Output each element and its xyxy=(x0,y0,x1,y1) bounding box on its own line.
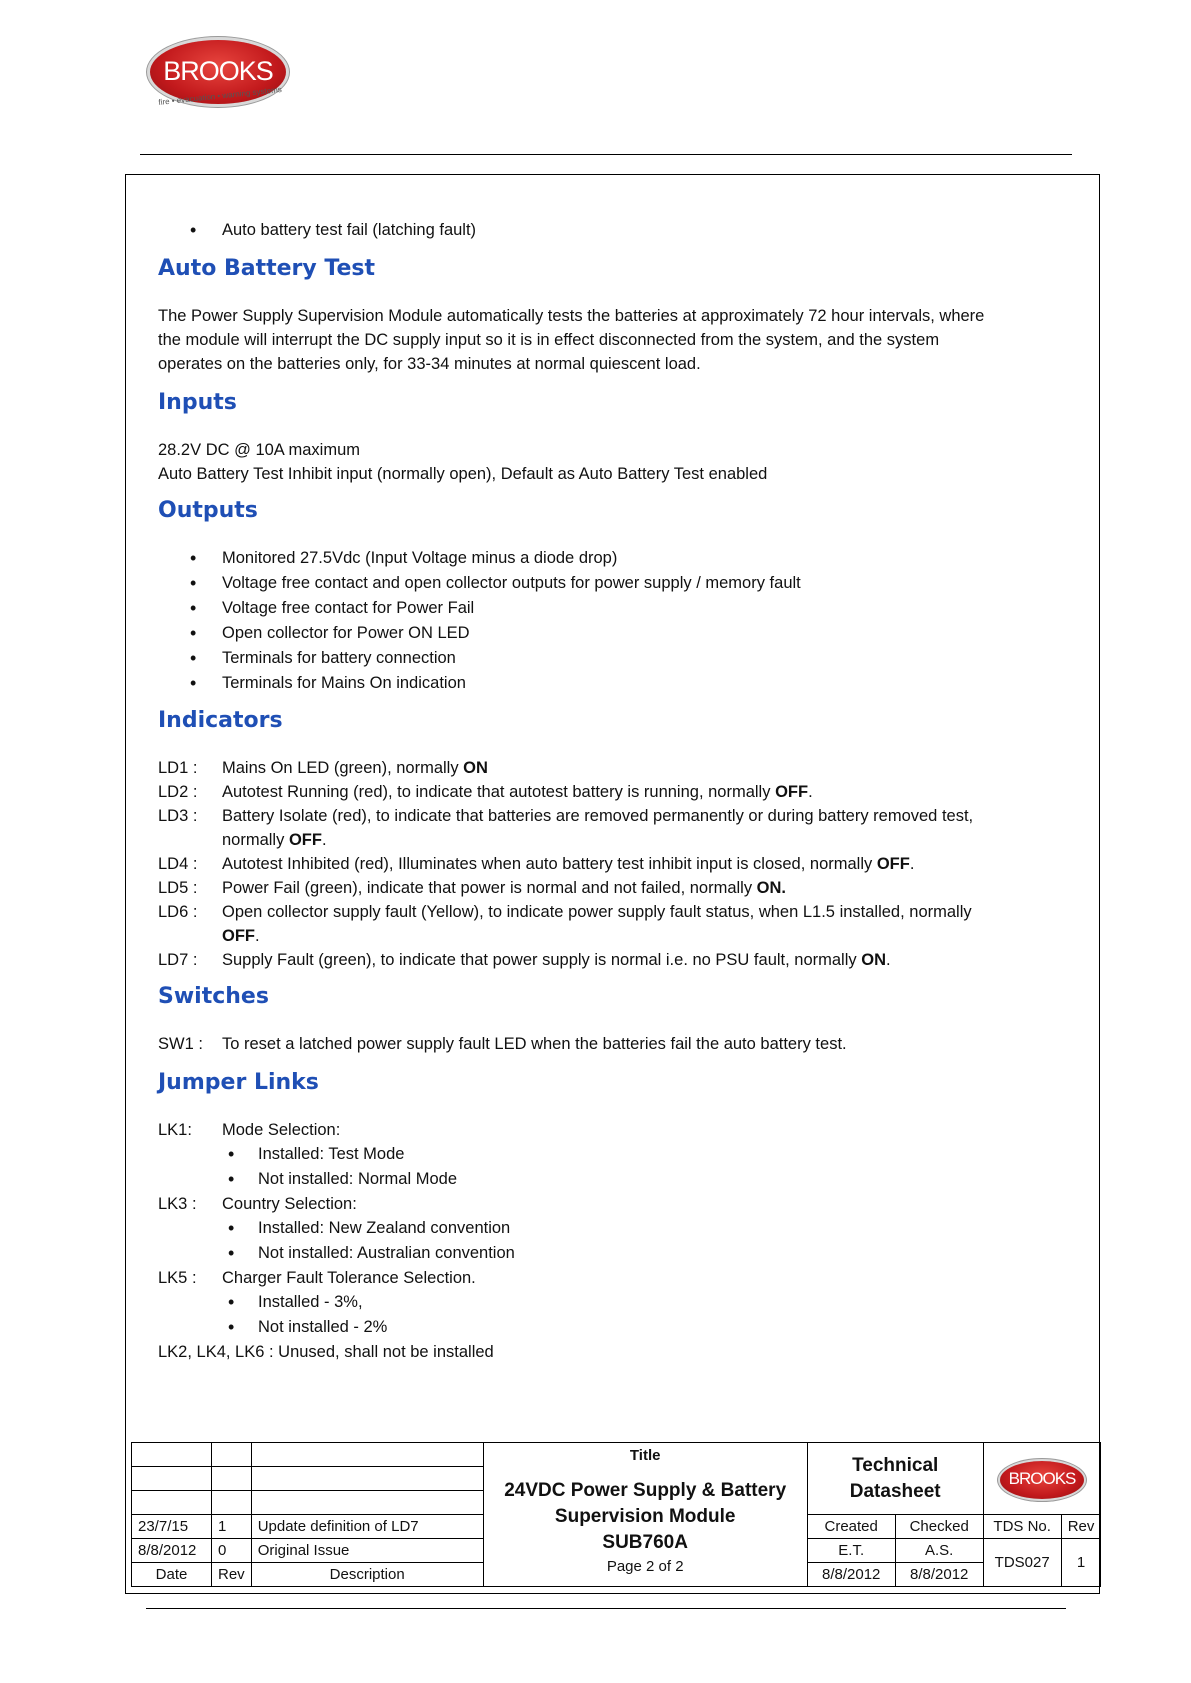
title-cell xyxy=(483,1443,807,1587)
paragraph-line: Auto Battery Test Inhibit input (normally open), Default as Auto Battery Test enabled xyxy=(158,465,768,483)
empty-cell xyxy=(251,1443,483,1467)
indicator-row xyxy=(158,948,1078,972)
footer-divider xyxy=(146,1608,1066,1609)
indicator-label: LD2 : xyxy=(158,783,198,801)
tds-number-label: TDS No. xyxy=(983,1515,1061,1539)
indicator-label: LD4 : xyxy=(158,855,198,873)
intro-bullet-list xyxy=(158,218,1078,243)
jumper-text: Country Selection: xyxy=(222,1195,357,1213)
jumper-text: Charger Fault Tolerance Selection. xyxy=(222,1269,476,1287)
heading-inputs: Inputs xyxy=(158,390,237,415)
jumper-row xyxy=(158,1266,1078,1290)
logo-text: BROOKS xyxy=(1008,1468,1076,1488)
jumper-links-list xyxy=(158,1118,1078,1364)
revision-number: 1 xyxy=(212,1515,252,1539)
unused-jumpers: LK2, LK4, LK6 : Unused, shall not be installed xyxy=(158,1343,494,1361)
paragraph-line: operates on the batteries only, for 33-34 minutes at normal quiescent load. xyxy=(158,355,701,373)
auto-battery-test-paragraph xyxy=(158,304,1078,376)
empty-cell xyxy=(212,1467,252,1491)
checked-by: A.S. xyxy=(895,1539,983,1563)
heading-auto-battery-test: Auto Battery Test xyxy=(158,256,376,281)
created-date: 8/8/2012 xyxy=(807,1563,895,1587)
indicator-row xyxy=(158,876,1078,900)
indicator-text: Supply Fault (green), to indicate that power supply is normal i.e. no PSU fault, normally ON. xyxy=(222,951,891,969)
indicator-text: Mains On LED (green), normally ON xyxy=(222,759,488,777)
revision-description: Update definition of LD7 xyxy=(251,1515,483,1539)
indicator-text: Open collector supply fault (Yellow), to indicate power supply fault status, when L1.5 installed, normally OFF. xyxy=(222,903,972,945)
paragraph-line: the module will interrupt the DC supply input so it is in effect disconnected from the system, and the system xyxy=(158,331,940,349)
rev-label: Rev xyxy=(1061,1515,1101,1539)
list-item: • Voltage free contact and open collector outputs for power supply / memory fault xyxy=(158,571,1078,596)
indicator-row xyxy=(158,780,1078,804)
jumper-row xyxy=(158,1118,1078,1142)
list-item: • Monitored 27.5Vdc (Input Voltage minus a diode drop) xyxy=(158,546,1078,571)
empty-cell xyxy=(251,1467,483,1491)
doc-type-line: Datasheet xyxy=(849,1480,941,1502)
logo-tagline: fire • evacuation • warning systems xyxy=(158,85,283,107)
jumper-options xyxy=(158,1216,1078,1266)
jumper-label: LK3 : xyxy=(158,1195,197,1213)
column-header-description: Description xyxy=(251,1563,483,1587)
list-item: • Auto battery test fail (latching fault) xyxy=(158,218,1078,243)
page-number: Page 2 of 2 xyxy=(606,1558,684,1575)
empty-cell xyxy=(132,1467,212,1491)
empty-cell xyxy=(212,1491,252,1515)
checked-date: 8/8/2012 xyxy=(895,1563,983,1587)
tds-number: TDS027 xyxy=(983,1539,1061,1587)
created-by: E.T. xyxy=(807,1539,895,1563)
indicator-text: Autotest Inhibited (red), Illuminates when auto battery test inhibit input is closed, normally OFF. xyxy=(222,855,915,873)
jumper-options xyxy=(158,1142,1078,1192)
list-item: • Voltage free contact for Power Fail xyxy=(158,596,1078,621)
list-item: • Open collector for Power ON LED xyxy=(158,621,1078,646)
tds-revision: 1 xyxy=(1061,1539,1101,1587)
empty-cell xyxy=(132,1491,212,1515)
doc-type-cell xyxy=(807,1443,983,1515)
inputs-paragraph xyxy=(158,438,1078,486)
empty-cell xyxy=(212,1443,252,1467)
heading-switches: Switches xyxy=(158,984,269,1009)
indicator-text: Power Fail (green), indicate that power is normal and not failed, normally ON. xyxy=(222,879,787,897)
header-divider xyxy=(140,154,1072,155)
indicator-row xyxy=(158,900,1078,948)
list-item: • Not installed - 2% xyxy=(158,1315,1078,1340)
document-title-line: 24VDC Power Supply & Battery xyxy=(504,1480,787,1501)
list-item: • Installed: Test Mode xyxy=(158,1142,1078,1167)
document-model-number: SUB760A xyxy=(602,1532,688,1553)
doc-type-line: Technical xyxy=(852,1454,939,1476)
column-header-date: Date xyxy=(132,1563,212,1587)
indicator-text: Autotest Running (red), to indicate that autotest battery is running, normally OFF. xyxy=(222,783,813,801)
indicator-row xyxy=(158,756,1078,780)
indicator-label: LD3 : xyxy=(158,807,198,825)
logo-text: BROOKS xyxy=(163,56,273,86)
heading-jumper-links: Jumper Links xyxy=(158,1070,319,1095)
jumper-row xyxy=(158,1192,1078,1216)
revision-date: 8/8/2012 xyxy=(132,1539,212,1563)
indicator-row xyxy=(158,852,1078,876)
list-item: • Terminals for battery connection xyxy=(158,646,1078,671)
footer-logo-cell xyxy=(983,1443,1101,1515)
indicator-row xyxy=(158,804,1078,852)
revision-description: Original Issue xyxy=(251,1539,483,1563)
document-title-line: Supervision Module xyxy=(554,1506,736,1527)
list-item: • Not installed: Normal Mode xyxy=(158,1167,1078,1192)
paragraph-line: The Power Supply Supervision Module automatically tests the batteries at approximately 72 hour intervals, where xyxy=(158,307,985,325)
indicator-label: LD1 : xyxy=(158,759,198,777)
empty-cell xyxy=(251,1491,483,1515)
list-item: • Installed - 3%, xyxy=(158,1290,1078,1315)
brooks-logo xyxy=(148,40,288,120)
created-label: Created xyxy=(807,1515,895,1539)
list-item: • Terminals for Mains On indication xyxy=(158,671,1078,696)
brooks-logo-small xyxy=(996,1453,1088,1505)
list-item: • Installed: New Zealand convention xyxy=(158,1216,1078,1241)
indicator-label: LD7 : xyxy=(158,951,198,969)
indicator-label: LD5 : xyxy=(158,879,198,897)
indicators-list xyxy=(158,756,1078,972)
heading-indicators: Indicators xyxy=(158,708,283,733)
jumper-text: Mode Selection: xyxy=(222,1121,341,1139)
switch-row xyxy=(158,1032,1078,1056)
title-label: Title xyxy=(629,1447,661,1464)
checked-label: Checked xyxy=(895,1515,983,1539)
indicator-label: LD6 : xyxy=(158,903,198,921)
jumper-options xyxy=(158,1290,1078,1340)
indicator-text: Battery Isolate (red), to indicate that batteries are removed permanently or during battery removed test, normally OFF. xyxy=(222,807,974,849)
heading-outputs: Outputs xyxy=(158,498,258,523)
jumper-label: LK5 : xyxy=(158,1269,197,1287)
revision-number: 0 xyxy=(212,1539,252,1563)
outputs-list xyxy=(158,546,1078,696)
column-header-rev: Rev xyxy=(212,1563,252,1587)
list-item: • Not installed: Australian convention xyxy=(158,1241,1078,1266)
switch-label: SW1 : xyxy=(158,1035,203,1053)
paragraph-line: 28.2V DC @ 10A maximum xyxy=(158,441,360,459)
switch-text: To reset a latched power supply fault LED when the batteries fail the auto battery test. xyxy=(222,1035,847,1053)
switches-list xyxy=(158,1032,1078,1056)
empty-cell xyxy=(132,1443,212,1467)
document-control-table xyxy=(131,1442,1101,1587)
revision-date: 23/7/15 xyxy=(132,1515,212,1539)
jumper-label: LK1: xyxy=(158,1121,192,1139)
